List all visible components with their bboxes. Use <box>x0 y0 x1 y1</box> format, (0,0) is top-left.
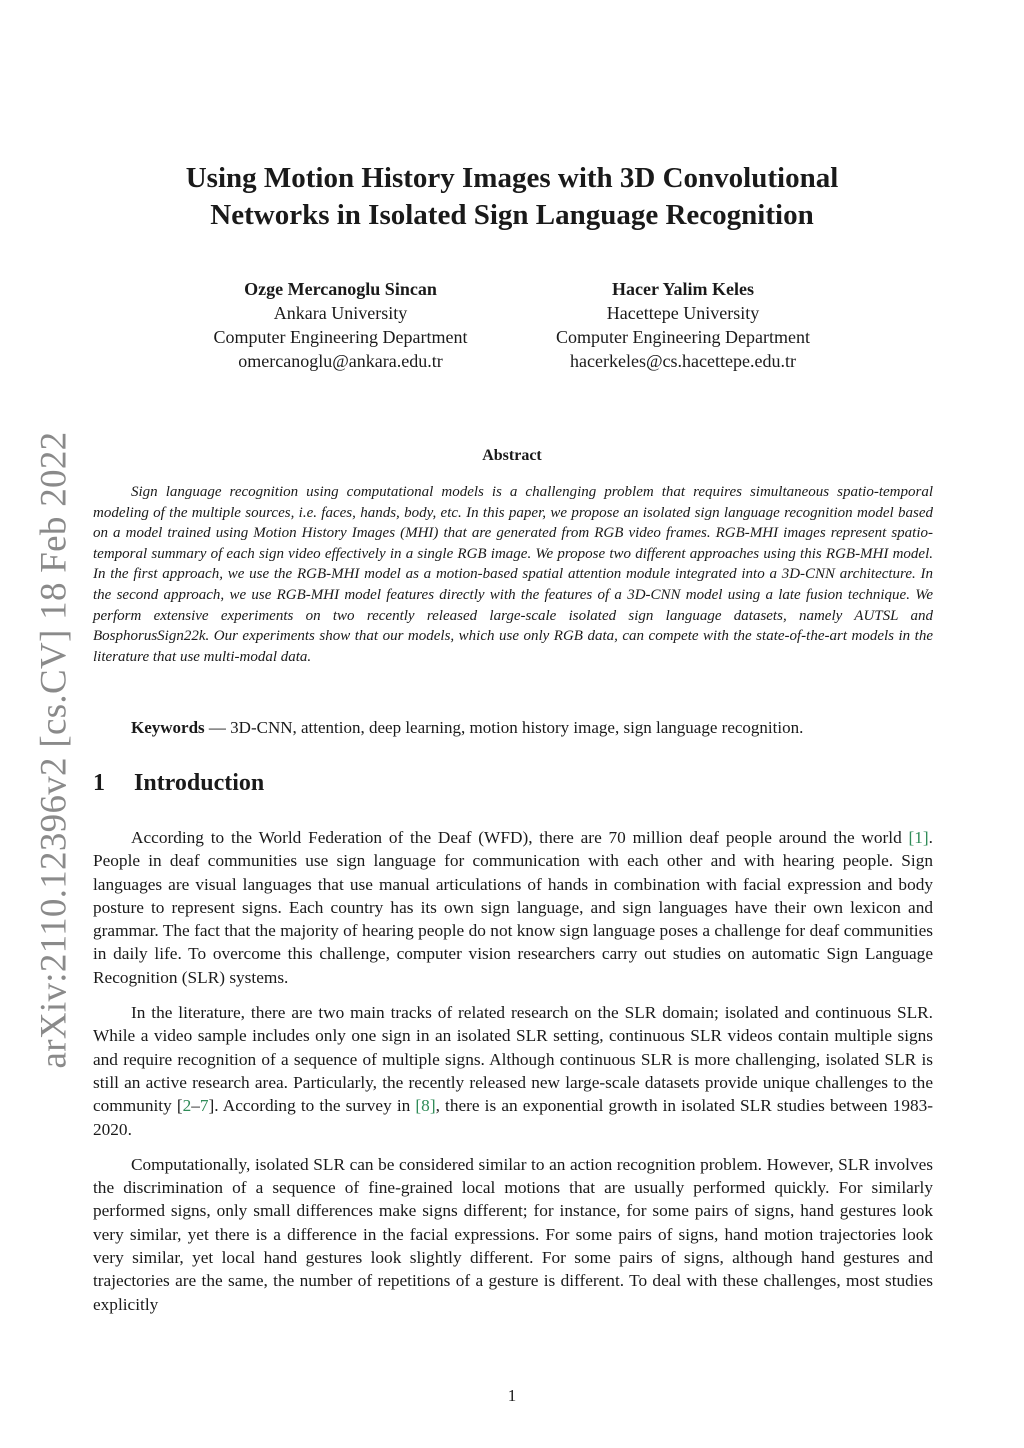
section-heading-introduction <box>93 770 264 797</box>
author-department: Computer Engineering Department <box>556 327 810 347</box>
paragraph-text: ]. According to the survey in <box>208 1096 416 1116</box>
citation-link[interactable]: 7 <box>199 1096 209 1116</box>
paragraph-text: Computationally, isolated SLR can be considered similar to an action recognition problem. However, SLR involves the discrimination of a sequence of fine-grained local motions that are usually performed quickly. For similarly performed signs, only small differences make signs different; for instance, for some pairs of signs, hand gestures look very similar, yet there is a difference in the facial expressions. For some pairs of signs, hand motion trajectories look very similar, yet local hand gestures look slightly different. For some pairs of signs, although hand gestures and trajectories are the same, the number of repetitions of a gesture is different. To deal with these challenges, most studies explicitly <box>93 1154 933 1314</box>
title-line-1: Using Motion History Images with 3D Convolutional <box>185 162 839 194</box>
arxiv-identifier-stamp: arXiv:2110.12396v2 [cs.CV] 18 Feb 2022 <box>33 431 75 1069</box>
section-title: Introduction <box>134 770 265 796</box>
title-line-2: Networks in Isolated Sign Language Recognition <box>210 199 814 231</box>
keywords-line <box>131 718 933 738</box>
paragraph-3 <box>93 1153 933 1316</box>
section-number: 1 <box>93 770 105 796</box>
author-affiliation: Ankara University <box>273 303 408 323</box>
author-name: Hacer Yalim Keles <box>612 279 754 299</box>
author-block-2 <box>513 277 853 373</box>
author-department: Computer Engineering Department <box>213 327 468 347</box>
abstract-heading: Abstract <box>482 447 542 464</box>
keywords-label: Keywords <box>131 718 205 737</box>
paragraph-text: In the literature, there are two main tracks of related research on the SLR domain; isolated and continuous SLR. While a video sample includes only one sign in an isolated SLR setting, continuous SLR videos contain multiple signs and require recognition of a sequence of multiple signs. Although continuous SLR is more challenging, isolated SLR is still an active research area. Particularly, the recently released new large-scale datasets provide unique challenges to the community [ <box>93 1003 933 1116</box>
page-number: 1 <box>507 1386 517 1405</box>
paragraph-2 <box>93 1001 933 1141</box>
author-name: Ozge Mercanoglu Sincan <box>244 279 437 299</box>
paragraph-text: , there is an exponential growth in isolated SLR studies between 1983-2020. <box>93 1096 934 1139</box>
paper-title <box>0 160 1024 234</box>
paragraph-text: According to the World Federation of the Deaf (WFD), there are 70 million deaf people around the world <box>131 828 909 847</box>
author-email[interactable]: omercanoglu@ankara.edu.tr <box>238 351 443 371</box>
paragraph-text: . People in deaf communities use sign language for communication with each other and with hearing people. Sign languages are visual languages that use manual articulations of hands in combination with facial expression and body posture to represent signs. Each country has its own sign language, and sign languages have their own lexicon and grammar. The fact that the majority of hearing people do not know sign language poses a challenge for deaf communities in daily life. To overcome this challenge, computer vision researchers carry out studies on automatic Sign Language Recognition (SLR) systems. <box>93 828 933 987</box>
keywords-text: — 3D-CNN, attention, deep learning, motion history image, sign language recognition. <box>204 718 804 737</box>
citation-range-dash: – <box>191 1096 200 1116</box>
citation-link[interactable]: 2 <box>182 1096 192 1116</box>
introduction-body <box>93 826 933 1328</box>
citation-link[interactable]: [8] <box>415 1096 436 1116</box>
paragraph-1 <box>93 826 933 989</box>
author-email[interactable]: hacerkeles@cs.hacettepe.edu.tr <box>570 351 796 371</box>
author-affiliation: Hacettepe University <box>606 303 760 323</box>
citation-link[interactable]: [1] <box>908 828 929 847</box>
author-block-1 <box>168 277 513 373</box>
abstract-text: Sign language recognition using computational models is a challenging problem that requires simultaneous spatio-temporal modeling of the multiple sources, i.e. faces, hands, body, etc. In this paper, we propose an isolated sign language recognition model based on a model trained using Motion History Images (MHI) that are generated from RGB video frames. RGB-MHI images represent spatio-temporal summary of each sign video effectively in a single RGB image. We propose two different approaches using this RGB-MHI model. In the first approach, we use the RGB-MHI model as a motion-based spatial attention module integrated into a 3D-CNN architecture. In the second approach, we use RGB-MHI model features directly with the features of a 3D-CNN model using a late fusion technique. We perform extensive experiments on two recently released large-scale isolated sign language datasets, namely AUTSL and BosphorusSign22k. Our experiments show that our models, which use only RGB data, can compete with the state-of-the-art models in the literature that use multi-modal data. <box>93 484 933 665</box>
